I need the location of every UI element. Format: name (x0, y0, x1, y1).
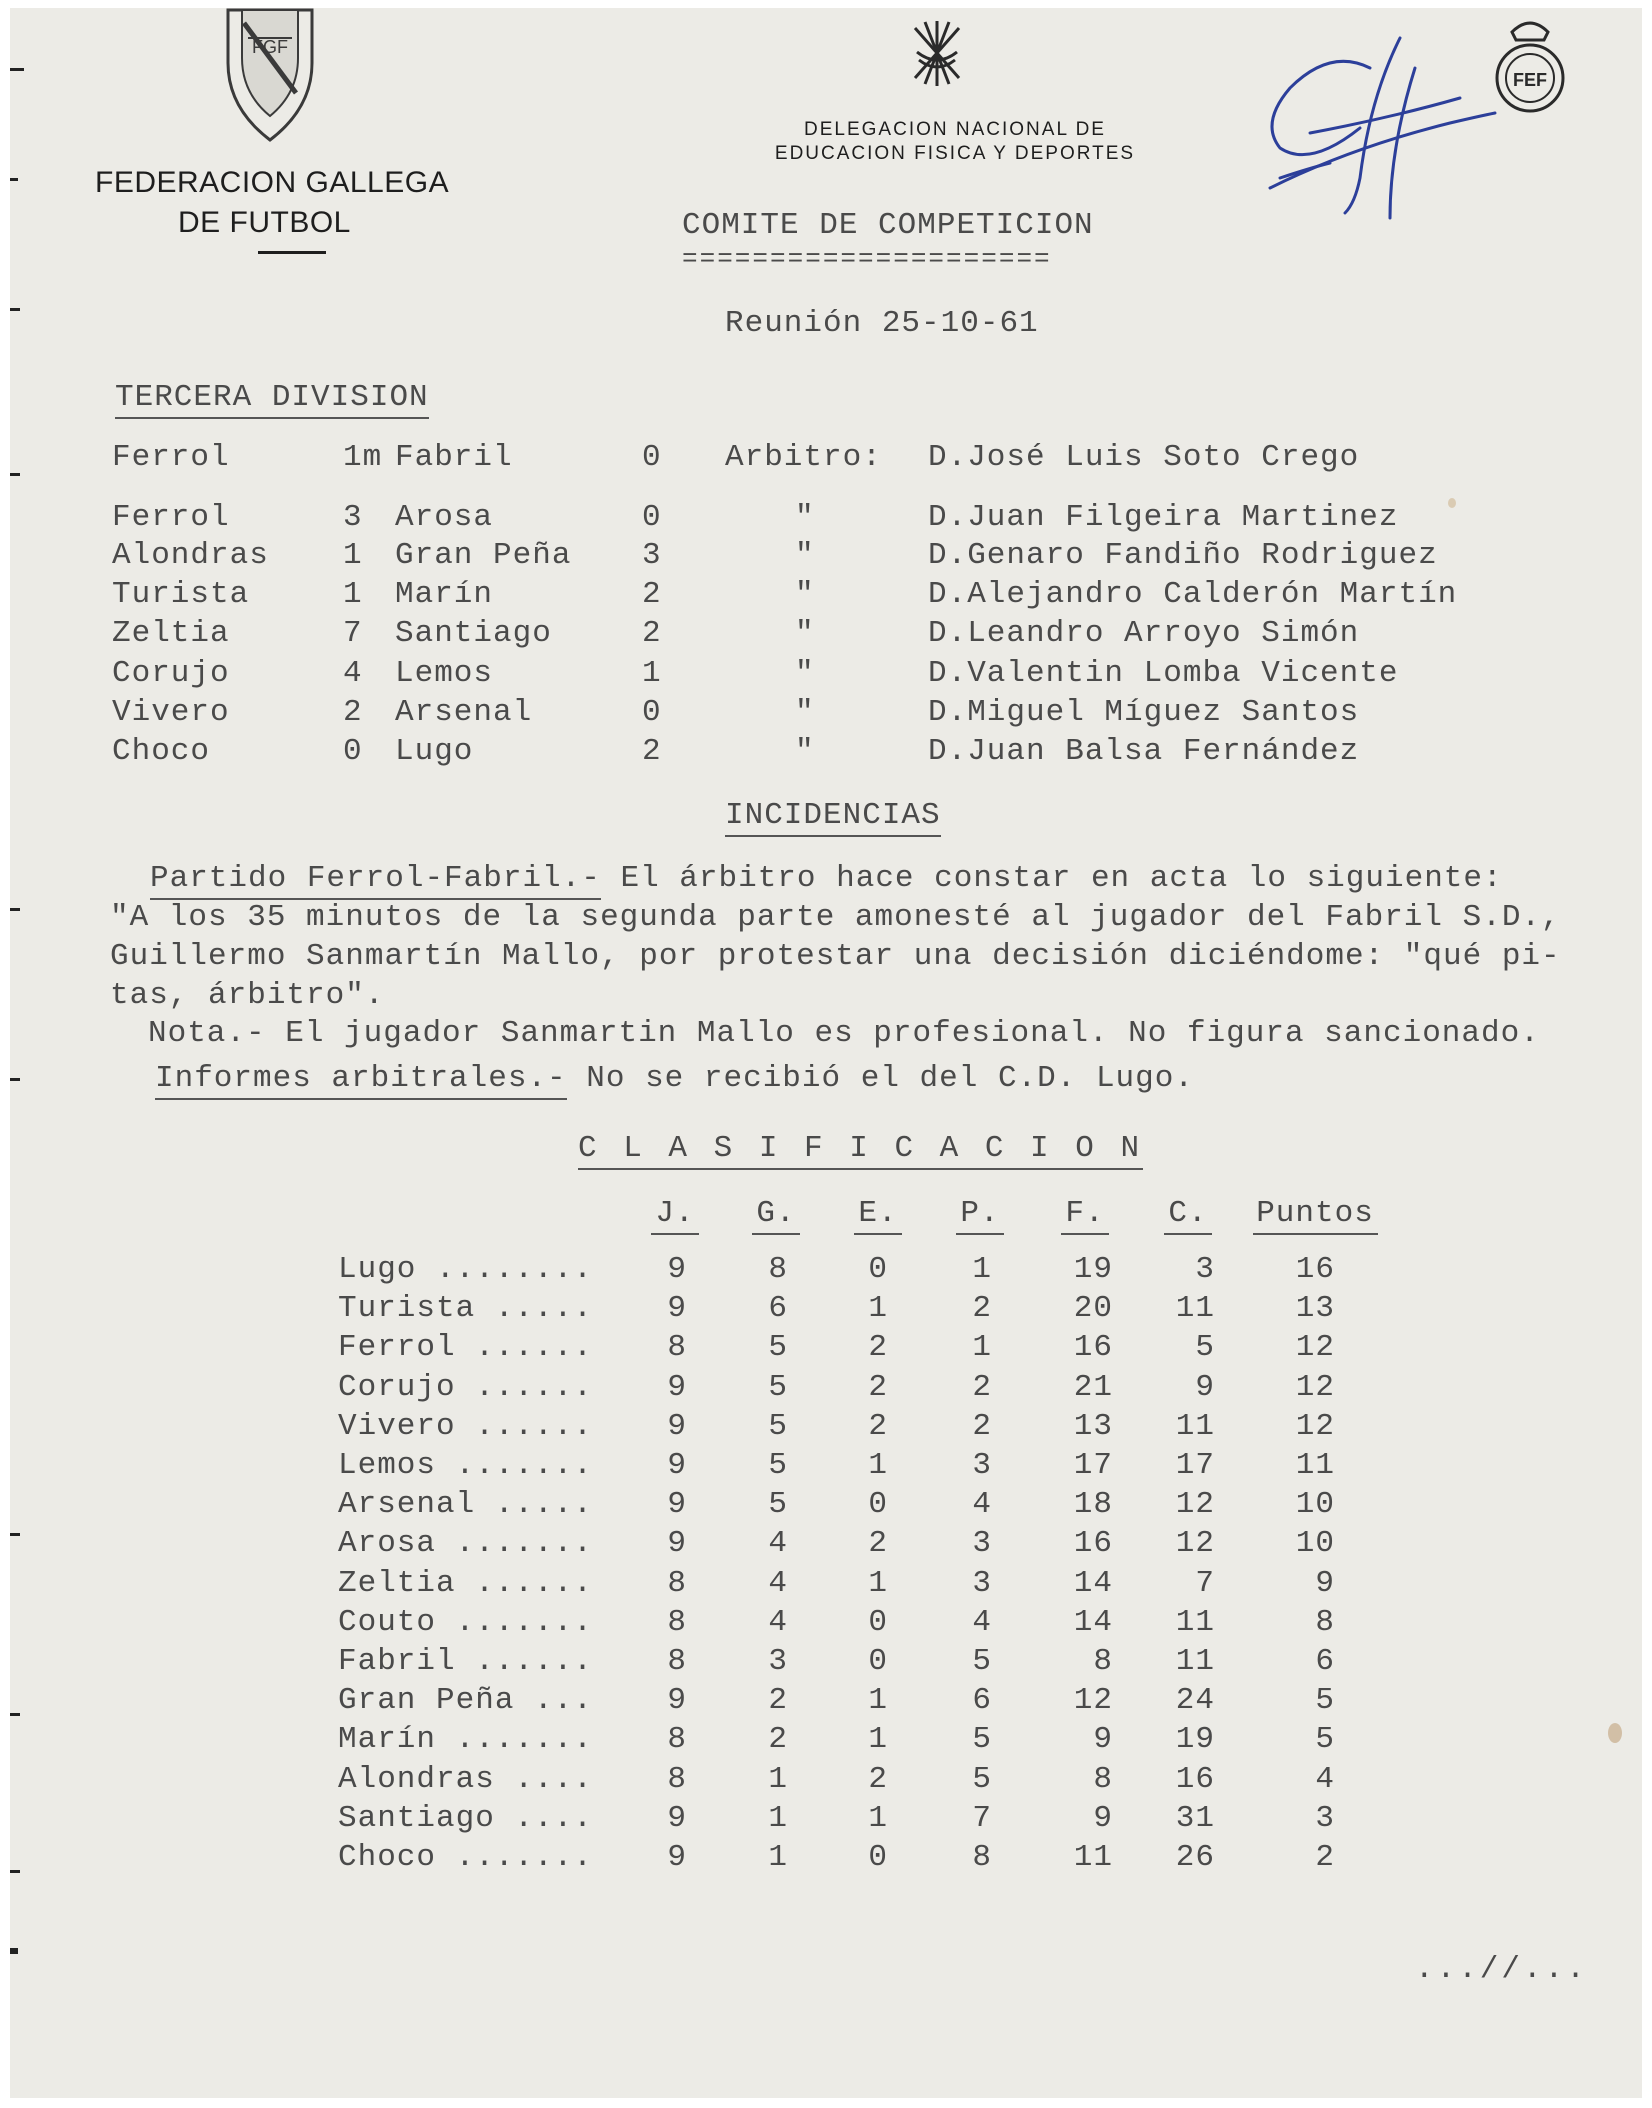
standings-cell-g: 5 (768, 1408, 788, 1444)
standings-cell-p: 4 (972, 1604, 992, 1640)
standings-cell-f: 11 (1073, 1840, 1113, 1875)
document-page (10, 8, 1642, 2098)
standings-cell-f: 18 (1073, 1487, 1113, 1523)
reports-text: No se recibió el del C.D. Lugo. (566, 1061, 1194, 1096)
binder-mark (10, 1948, 18, 1954)
result-away: Marín (395, 577, 494, 612)
standings-cell-p: 2 (972, 1408, 992, 1444)
standings-cell-f: 19 (1073, 1252, 1113, 1287)
standings-cell-j: 9 (667, 1840, 687, 1875)
result-home-goals: 2 (343, 695, 363, 730)
delegation-line2: EDUCACION FISICA Y DEPORTES (774, 143, 1136, 164)
standings-cell-f: 21 (1073, 1369, 1113, 1405)
standings-cell-p: 3 (972, 1448, 992, 1483)
standings-cell-g: 4 (768, 1526, 788, 1562)
standings-team: Lugo ........ (338, 1252, 593, 1287)
standings-cell-e: 0 (868, 1487, 888, 1523)
meeting-date: Reunión 25-10-61 (725, 306, 1039, 341)
standings-cell-g: 5 (768, 1369, 788, 1405)
standings-cell-e: 2 (868, 1408, 888, 1444)
standings-cell-e: 0 (868, 1604, 888, 1640)
standings-cell-p: 3 (972, 1565, 992, 1601)
standings-cell-p: 2 (972, 1291, 992, 1327)
standings-cell-f: 14 (1073, 1604, 1113, 1640)
standings-team: Couto ....... (338, 1604, 593, 1640)
result-away-goals: 1 (642, 656, 662, 691)
result-away-goals: 0 (642, 695, 662, 730)
result-home: Alondras (112, 538, 269, 573)
standings-cell-c: 3 (1195, 1252, 1215, 1287)
standings-cell-f: 14 (1073, 1565, 1113, 1601)
standings-cell-p: 1 (972, 1330, 992, 1366)
standings-team: Gran Peña ... (338, 1683, 593, 1719)
standings-cell-c: 17 (1175, 1448, 1215, 1483)
standings-team: Marín ....... (338, 1722, 593, 1758)
standings-cell-j: 9 (667, 1800, 687, 1836)
standings-team: Fabril ...... (338, 1644, 593, 1679)
federation-name-line2: DE FUTBOL (178, 206, 351, 239)
standings-cell-e: 2 (868, 1761, 888, 1797)
standings-cell-c: 9 (1195, 1369, 1215, 1405)
spanish-federation-crest-icon (1490, 12, 1570, 124)
continuation-mark: ...//... (1415, 1952, 1588, 1987)
standings-header-cell: G. (752, 1196, 800, 1235)
standings-cell-g: 4 (768, 1604, 788, 1640)
standings-cell-j: 8 (667, 1565, 687, 1601)
delegation-line1: DELEGACION NACIONAL DE (804, 119, 1106, 140)
standings-cell-pts: 3 (1315, 1800, 1335, 1836)
result-home: Zeltia (112, 616, 230, 651)
standings-cell-g: 2 (768, 1683, 788, 1719)
standings-cell-p: 4 (972, 1487, 992, 1523)
result-ref-label: " (795, 616, 815, 651)
standings-cell-g: 3 (768, 1644, 788, 1679)
incident-line-4: tas, árbitro". (110, 978, 385, 1013)
result-referee: D.Alejandro Calderón Martín (928, 577, 1458, 612)
standings-cell-pts: 13 (1295, 1291, 1335, 1327)
result-home: Ferrol (112, 440, 230, 475)
result-away-goals: 0 (642, 440, 662, 475)
standings-cell-f: 12 (1073, 1683, 1113, 1719)
incident-note: Nota.- El jugador Sanmartin Mallo es profesional. No figura sancionado. (148, 1016, 1540, 1051)
standings-cell-e: 1 (868, 1291, 888, 1327)
result-home-goals: 1 (343, 577, 363, 612)
standings-cell-c: 11 (1175, 1644, 1215, 1679)
standings-team: Lemos ....... (338, 1448, 593, 1483)
standings-cell-c: 24 (1175, 1683, 1215, 1719)
federation-underline (258, 251, 326, 254)
standings-team: Arsenal ..... (338, 1487, 593, 1523)
yoke-arrows-emblem-icon (907, 16, 967, 88)
standings-cell-p: 5 (972, 1644, 992, 1679)
standings-cell-e: 1 (868, 1683, 888, 1719)
standings-header-cell: E. (854, 1196, 902, 1235)
standings-cell-c: 11 (1175, 1291, 1215, 1327)
binder-mark (10, 308, 20, 311)
standings-cell-j: 8 (667, 1644, 687, 1679)
incident-match-label: Partido Ferrol-Fabril.- (150, 861, 601, 900)
standings-cell-pts: 10 (1295, 1487, 1335, 1523)
incident-line-3: Guillermo Sanmartín Mallo, por protestar una decisión diciéndome: "qué pi- (110, 939, 1561, 974)
svg-text:FGF: FGF (252, 37, 288, 57)
standings-header-cell: F. (1061, 1196, 1109, 1235)
binder-mark (10, 1870, 20, 1873)
standings-cell-pts: 4 (1315, 1761, 1335, 1797)
standings-cell-pts: 16 (1295, 1252, 1335, 1287)
svg-text:FEF: FEF (1513, 70, 1547, 90)
standings-cell-j: 9 (667, 1252, 687, 1287)
result-referee: D.Valentin Lomba Vicente (928, 656, 1399, 691)
standings-cell-j: 8 (667, 1722, 687, 1758)
standings-cell-j: 8 (667, 1604, 687, 1640)
standings-team: Vivero ...... (338, 1408, 593, 1444)
standings-team: Zeltia ...... (338, 1565, 593, 1601)
result-referee: D.Genaro Fandiño Rodriguez (928, 538, 1438, 573)
standings-cell-f: 20 (1073, 1291, 1113, 1327)
result-home-goals: 4 (343, 656, 363, 691)
result-away: Santiago (395, 616, 552, 651)
standings-team: Turista ..... (338, 1291, 593, 1327)
standings-cell-f: 17 (1073, 1448, 1113, 1483)
paper-stain (1608, 1723, 1622, 1743)
standings-cell-g: 4 (768, 1565, 788, 1601)
standings-team: Choco ....... (338, 1840, 593, 1875)
incidents-title: INCIDENCIAS (725, 798, 941, 837)
standings-cell-g: 2 (768, 1722, 788, 1758)
federation-crest-icon (220, 8, 320, 143)
standings-cell-e: 1 (868, 1448, 888, 1483)
standings-cell-pts: 5 (1315, 1683, 1335, 1719)
result-away: Lugo (395, 734, 474, 769)
standings-cell-e: 2 (868, 1330, 888, 1366)
result-away: Arsenal (395, 695, 533, 730)
standings-team: Arosa ....... (338, 1526, 593, 1562)
standings-cell-j: 9 (667, 1369, 687, 1405)
standings-cell-j: 9 (667, 1448, 687, 1483)
standings-cell-j: 9 (667, 1291, 687, 1327)
standings-cell-p: 2 (972, 1369, 992, 1405)
standings-title: C L A S I F I C A C I O N (578, 1131, 1143, 1170)
standings-cell-c: 11 (1175, 1408, 1215, 1444)
standings-cell-p: 5 (972, 1761, 992, 1797)
standings-cell-e: 2 (868, 1369, 888, 1405)
standings-cell-e: 1 (868, 1800, 888, 1836)
standings-cell-e: 0 (868, 1644, 888, 1679)
standings-cell-j: 9 (667, 1683, 687, 1719)
committee-rule: ===================== (682, 244, 1052, 274)
standings-cell-c: 12 (1175, 1487, 1215, 1523)
binder-mark (10, 908, 20, 911)
standings-cell-pts: 6 (1315, 1644, 1335, 1679)
result-referee: D.José Luis Soto Crego (928, 440, 1360, 475)
result-away-goals: 3 (642, 538, 662, 573)
standings-cell-c: 5 (1195, 1330, 1215, 1366)
standings-header-cell: C. (1164, 1196, 1212, 1235)
standings-cell-p: 1 (972, 1252, 992, 1287)
standings-cell-f: 16 (1073, 1526, 1113, 1562)
standings-cell-c: 19 (1175, 1722, 1215, 1758)
standings-cell-pts: 12 (1295, 1408, 1335, 1444)
standings-cell-j: 9 (667, 1526, 687, 1562)
standings-cell-pts: 9 (1315, 1565, 1335, 1601)
standings-cell-pts: 8 (1315, 1604, 1335, 1640)
standings-cell-e: 0 (868, 1252, 888, 1287)
standings-cell-g: 5 (768, 1330, 788, 1366)
standings-cell-f: 13 (1073, 1408, 1113, 1444)
standings-cell-p: 5 (972, 1722, 992, 1758)
result-home-goals: 3 (343, 500, 363, 535)
standings-header-cell: P. (956, 1196, 1004, 1235)
result-away-goals: 2 (642, 616, 662, 651)
standings-team: Santiago .... (338, 1800, 593, 1836)
result-ref-label: Arbitro: (725, 440, 882, 475)
binder-mark (10, 178, 18, 181)
standings-cell-f: 8 (1093, 1644, 1113, 1679)
standings-cell-p: 8 (972, 1840, 992, 1875)
standings-team: Ferrol ...... (338, 1330, 593, 1366)
standings-cell-pts: 2 (1315, 1840, 1335, 1875)
result-home-goals: 1m (343, 440, 383, 475)
standings-cell-g: 5 (768, 1487, 788, 1523)
result-away: Fabril (395, 440, 513, 475)
standings-cell-e: 1 (868, 1722, 888, 1758)
reports-label: Informes arbitrales.- (155, 1061, 567, 1100)
result-home-goals: 0 (343, 734, 363, 769)
binder-mark (10, 1713, 20, 1716)
paper-stain (1448, 498, 1456, 508)
result-home: Ferrol (112, 500, 230, 535)
standings-cell-pts: 12 (1295, 1369, 1335, 1405)
result-home: Corujo (112, 656, 230, 691)
result-referee: D.Juan Balsa Fernández (928, 734, 1360, 769)
result-ref-label: " (795, 538, 815, 573)
standings-cell-g: 1 (768, 1761, 788, 1797)
standings-header-cell: Puntos (1253, 1196, 1378, 1235)
reports-line (155, 1061, 1194, 1096)
standings-cell-c: 16 (1175, 1761, 1215, 1797)
standings-cell-e: 0 (868, 1840, 888, 1875)
standings-cell-g: 1 (768, 1840, 788, 1875)
standings-cell-p: 7 (972, 1800, 992, 1836)
standings-cell-c: 31 (1175, 1800, 1215, 1836)
standings-cell-c: 26 (1175, 1840, 1215, 1875)
standings-cell-j: 8 (667, 1761, 687, 1797)
standings-cell-c: 12 (1175, 1526, 1215, 1562)
result-ref-label: " (795, 734, 815, 769)
result-referee: D.Juan Filgeira Martinez (928, 500, 1399, 535)
standings-cell-c: 7 (1195, 1565, 1215, 1601)
result-away-goals: 2 (642, 577, 662, 612)
result-home: Turista (112, 577, 250, 612)
result-ref-label: " (795, 656, 815, 691)
standings-cell-g: 8 (768, 1252, 788, 1287)
standings-cell-e: 2 (868, 1526, 888, 1562)
result-ref-label: " (795, 500, 815, 535)
binder-mark (10, 1533, 20, 1536)
result-referee: D.Miguel Míguez Santos (928, 695, 1360, 730)
result-away: Lemos (395, 656, 494, 691)
signature (1250, 28, 1510, 223)
result-home-goals: 1 (343, 538, 363, 573)
standings-cell-c: 11 (1175, 1604, 1215, 1640)
result-away-goals: 0 (642, 500, 662, 535)
incident-line-1 (150, 861, 1503, 896)
binder-mark (10, 473, 20, 476)
result-ref-label: " (795, 695, 815, 730)
standings-cell-j: 9 (667, 1487, 687, 1523)
result-away-goals: 2 (642, 734, 662, 769)
standings-cell-p: 3 (972, 1526, 992, 1562)
standings-cell-f: 16 (1073, 1330, 1113, 1366)
result-home: Vivero (112, 695, 230, 730)
standings-team: Alondras .... (338, 1761, 593, 1797)
standings-cell-pts: 5 (1315, 1722, 1335, 1758)
standings-cell-e: 1 (868, 1565, 888, 1601)
standings-cell-f: 8 (1093, 1761, 1113, 1797)
standings-cell-g: 1 (768, 1800, 788, 1836)
standings-cell-j: 9 (667, 1408, 687, 1444)
result-referee: D.Leandro Arroyo Simón (928, 616, 1360, 651)
result-ref-label: " (795, 577, 815, 612)
standings-cell-g: 6 (768, 1291, 788, 1327)
committee-title: COMITE DE COMPETICION (682, 208, 1094, 243)
standings-cell-pts: 10 (1295, 1526, 1335, 1562)
standings-cell-p: 6 (972, 1683, 992, 1719)
standings-cell-f: 9 (1093, 1722, 1113, 1758)
result-away: Arosa (395, 500, 494, 535)
standings-cell-pts: 12 (1295, 1330, 1335, 1366)
standings-cell-j: 8 (667, 1330, 687, 1366)
standings-cell-g: 5 (768, 1448, 788, 1483)
result-away: Gran Peña (395, 538, 572, 573)
incident-line-2: "A los 35 minutos de la segunda parte amonesté al jugador del Fabril S.D., (110, 900, 1561, 935)
incident-line1-text: El árbitro hace constar en acta lo siguiente: (600, 861, 1503, 896)
standings-cell-pts: 11 (1295, 1448, 1335, 1483)
division-title: TERCERA DIVISION (115, 380, 429, 419)
federation-name-line1: FEDERACION GALLEGA (95, 166, 450, 199)
result-home: Choco (112, 734, 211, 769)
binder-mark (10, 68, 24, 71)
standings-cell-f: 9 (1093, 1800, 1113, 1836)
result-home-goals: 7 (343, 616, 363, 651)
standings-team: Corujo ...... (338, 1369, 593, 1405)
standings-header-cell: J. (651, 1196, 699, 1235)
binder-mark (10, 1078, 20, 1081)
